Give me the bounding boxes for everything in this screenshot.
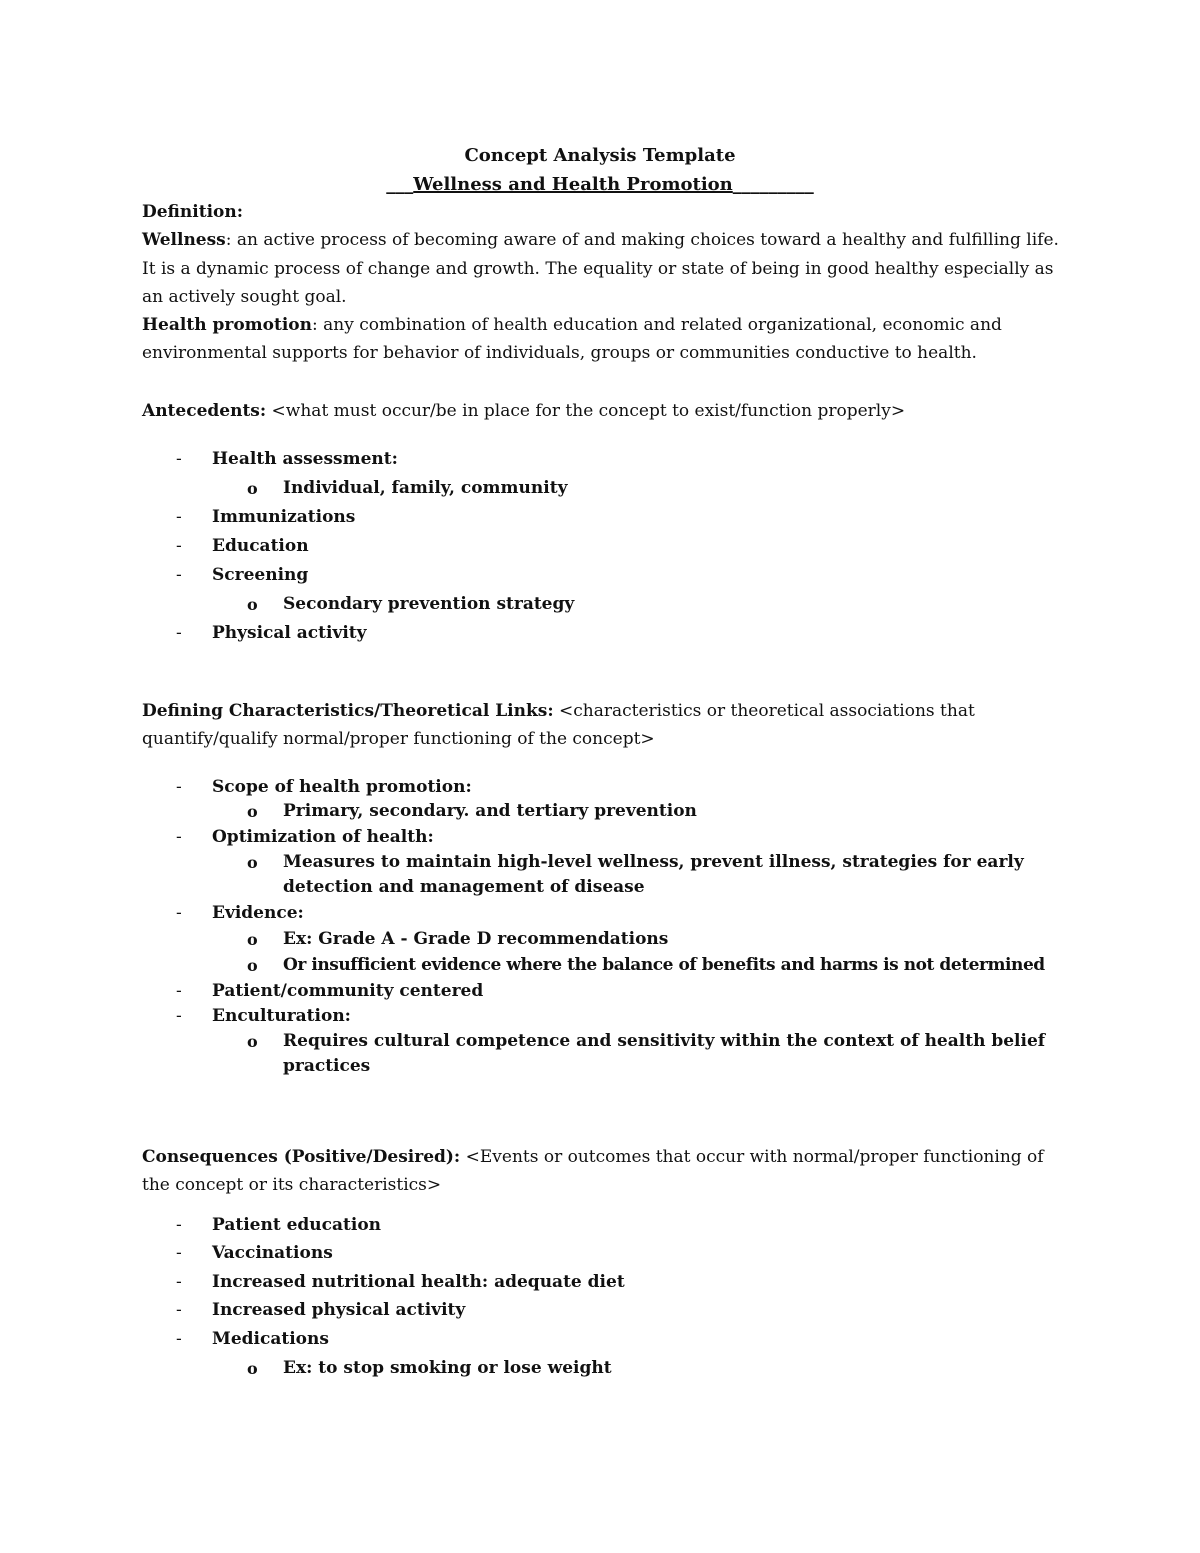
defining-paragraph — [142, 697, 1062, 754]
definition-section — [142, 198, 1062, 368]
list-item: Primary, secondary. and tertiary prevention — [283, 801, 697, 821]
list-item: Individual, family, community — [283, 478, 568, 498]
list-item: Requires cultural competence and sensitivity within the context of health belief practices — [283, 1031, 1046, 1076]
list-item: Medications — [212, 1329, 329, 1349]
list-dash: - — [176, 981, 182, 1001]
list-dash: - — [176, 1243, 182, 1263]
list-item: Patient/community centered — [212, 981, 484, 1001]
list-sub-bullet: o — [247, 479, 258, 498]
list-item: Screening — [212, 565, 309, 585]
list-dash: - — [176, 777, 182, 797]
list-item: Or insufficient evidence where the balance of benefits and harms is not determined — [283, 955, 1045, 975]
list-dash: - — [176, 903, 182, 923]
consequences-description: <Events or outcomes that occur with normal/proper functioning of the concept or its characteristics> — [142, 1147, 1044, 1196]
health-promotion-term: Health promotion — [142, 315, 312, 336]
consequences-paragraph — [142, 1143, 1062, 1200]
list-item: Patient education — [212, 1215, 382, 1235]
list-item: Ex: to stop smoking or lose weight — [283, 1358, 612, 1378]
list-item: Increased physical activity — [212, 1300, 466, 1320]
list-item: Scope of health promotion: — [212, 777, 472, 797]
antecedents-paragraph — [142, 397, 1062, 425]
list-item: Measures to maintain high-level wellness, prevent illness, strategies for early detection and management of disease — [283, 852, 1024, 897]
list-dash: - — [176, 536, 182, 556]
document-subtitle — [0, 170, 1200, 199]
list-sub-bullet: o — [247, 853, 258, 872]
list-item: Vaccinations — [212, 1243, 333, 1263]
antecedents-heading: Antecedents: — [142, 401, 267, 421]
subtitle-prefix: ___ — [386, 174, 414, 195]
wellness-definition — [142, 226, 1062, 311]
wellness-term: Wellness — [142, 230, 226, 251]
list-item: Enculturation: — [212, 1006, 351, 1026]
list-item: Optimization of health: — [212, 827, 434, 847]
defining-heading-line — [142, 697, 1062, 754]
list-item: Health assessment: — [212, 449, 398, 469]
list-sub-bullet: o — [247, 1032, 258, 1051]
list-dash: - — [176, 1329, 182, 1349]
subtitle-suffix: _________ — [732, 174, 814, 195]
list-sub-bullet: o — [247, 802, 258, 821]
list-sub-bullet: o — [247, 930, 258, 949]
antecedents-description: <what must occur/be in place for the concept to exist/function properly> — [266, 401, 906, 421]
title-block — [0, 141, 1200, 199]
consequences-heading-line — [142, 1143, 1062, 1200]
list-item: Ex: Grade A - Grade D recommendations — [283, 929, 669, 949]
defining-description: <characteristics or theoretical associations that quantify/qualify normal/proper functioning of the concept> — [142, 701, 975, 750]
consequences-heading: Consequences (Positive/Desired): — [142, 1147, 461, 1167]
list-sub-bullet: o — [247, 956, 258, 975]
list-sub-bullet: o — [247, 595, 258, 614]
list-dash: - — [176, 827, 182, 847]
list-dash: - — [176, 1300, 182, 1320]
defining-heading: Defining Characteristics/Theoretical Links: — [142, 701, 554, 721]
list-sub-bullet: o — [247, 1359, 258, 1378]
list-dash: - — [176, 565, 182, 585]
list-dash: - — [176, 1215, 182, 1235]
definition-heading: Definition: — [142, 202, 244, 222]
list-item: Increased nutritional health: adequate diet — [212, 1272, 625, 1292]
list-dash: - — [176, 1272, 182, 1292]
list-dash: - — [176, 623, 182, 643]
list-item: Immunizations — [212, 507, 356, 527]
list-dash: - — [176, 507, 182, 527]
antecedents-heading-line — [142, 397, 1062, 425]
list-dash: - — [176, 449, 182, 469]
list-dash: - — [176, 1006, 182, 1026]
list-item: Evidence: — [212, 903, 304, 923]
wellness-text: : an active process of becoming aware of and making choices toward a healthy and fulfilling life. It is a dynamic process of change and growth. The equality or state of being in good healthy especially as an actively sought goal. — [142, 230, 1059, 307]
document-title: Concept Analysis Template — [464, 145, 736, 166]
health-promotion-definition — [142, 311, 1062, 368]
list-item: Education — [212, 536, 309, 556]
list-item: Physical activity — [212, 623, 367, 643]
list-item: Secondary prevention strategy — [283, 594, 575, 614]
health-promotion-text: : any combination of health education and related organizational, economic and environmental supports for behavior of individuals, groups or communities conductive to health. — [142, 315, 1002, 364]
subtitle-text: Wellness and Health Promotion — [413, 174, 733, 195]
